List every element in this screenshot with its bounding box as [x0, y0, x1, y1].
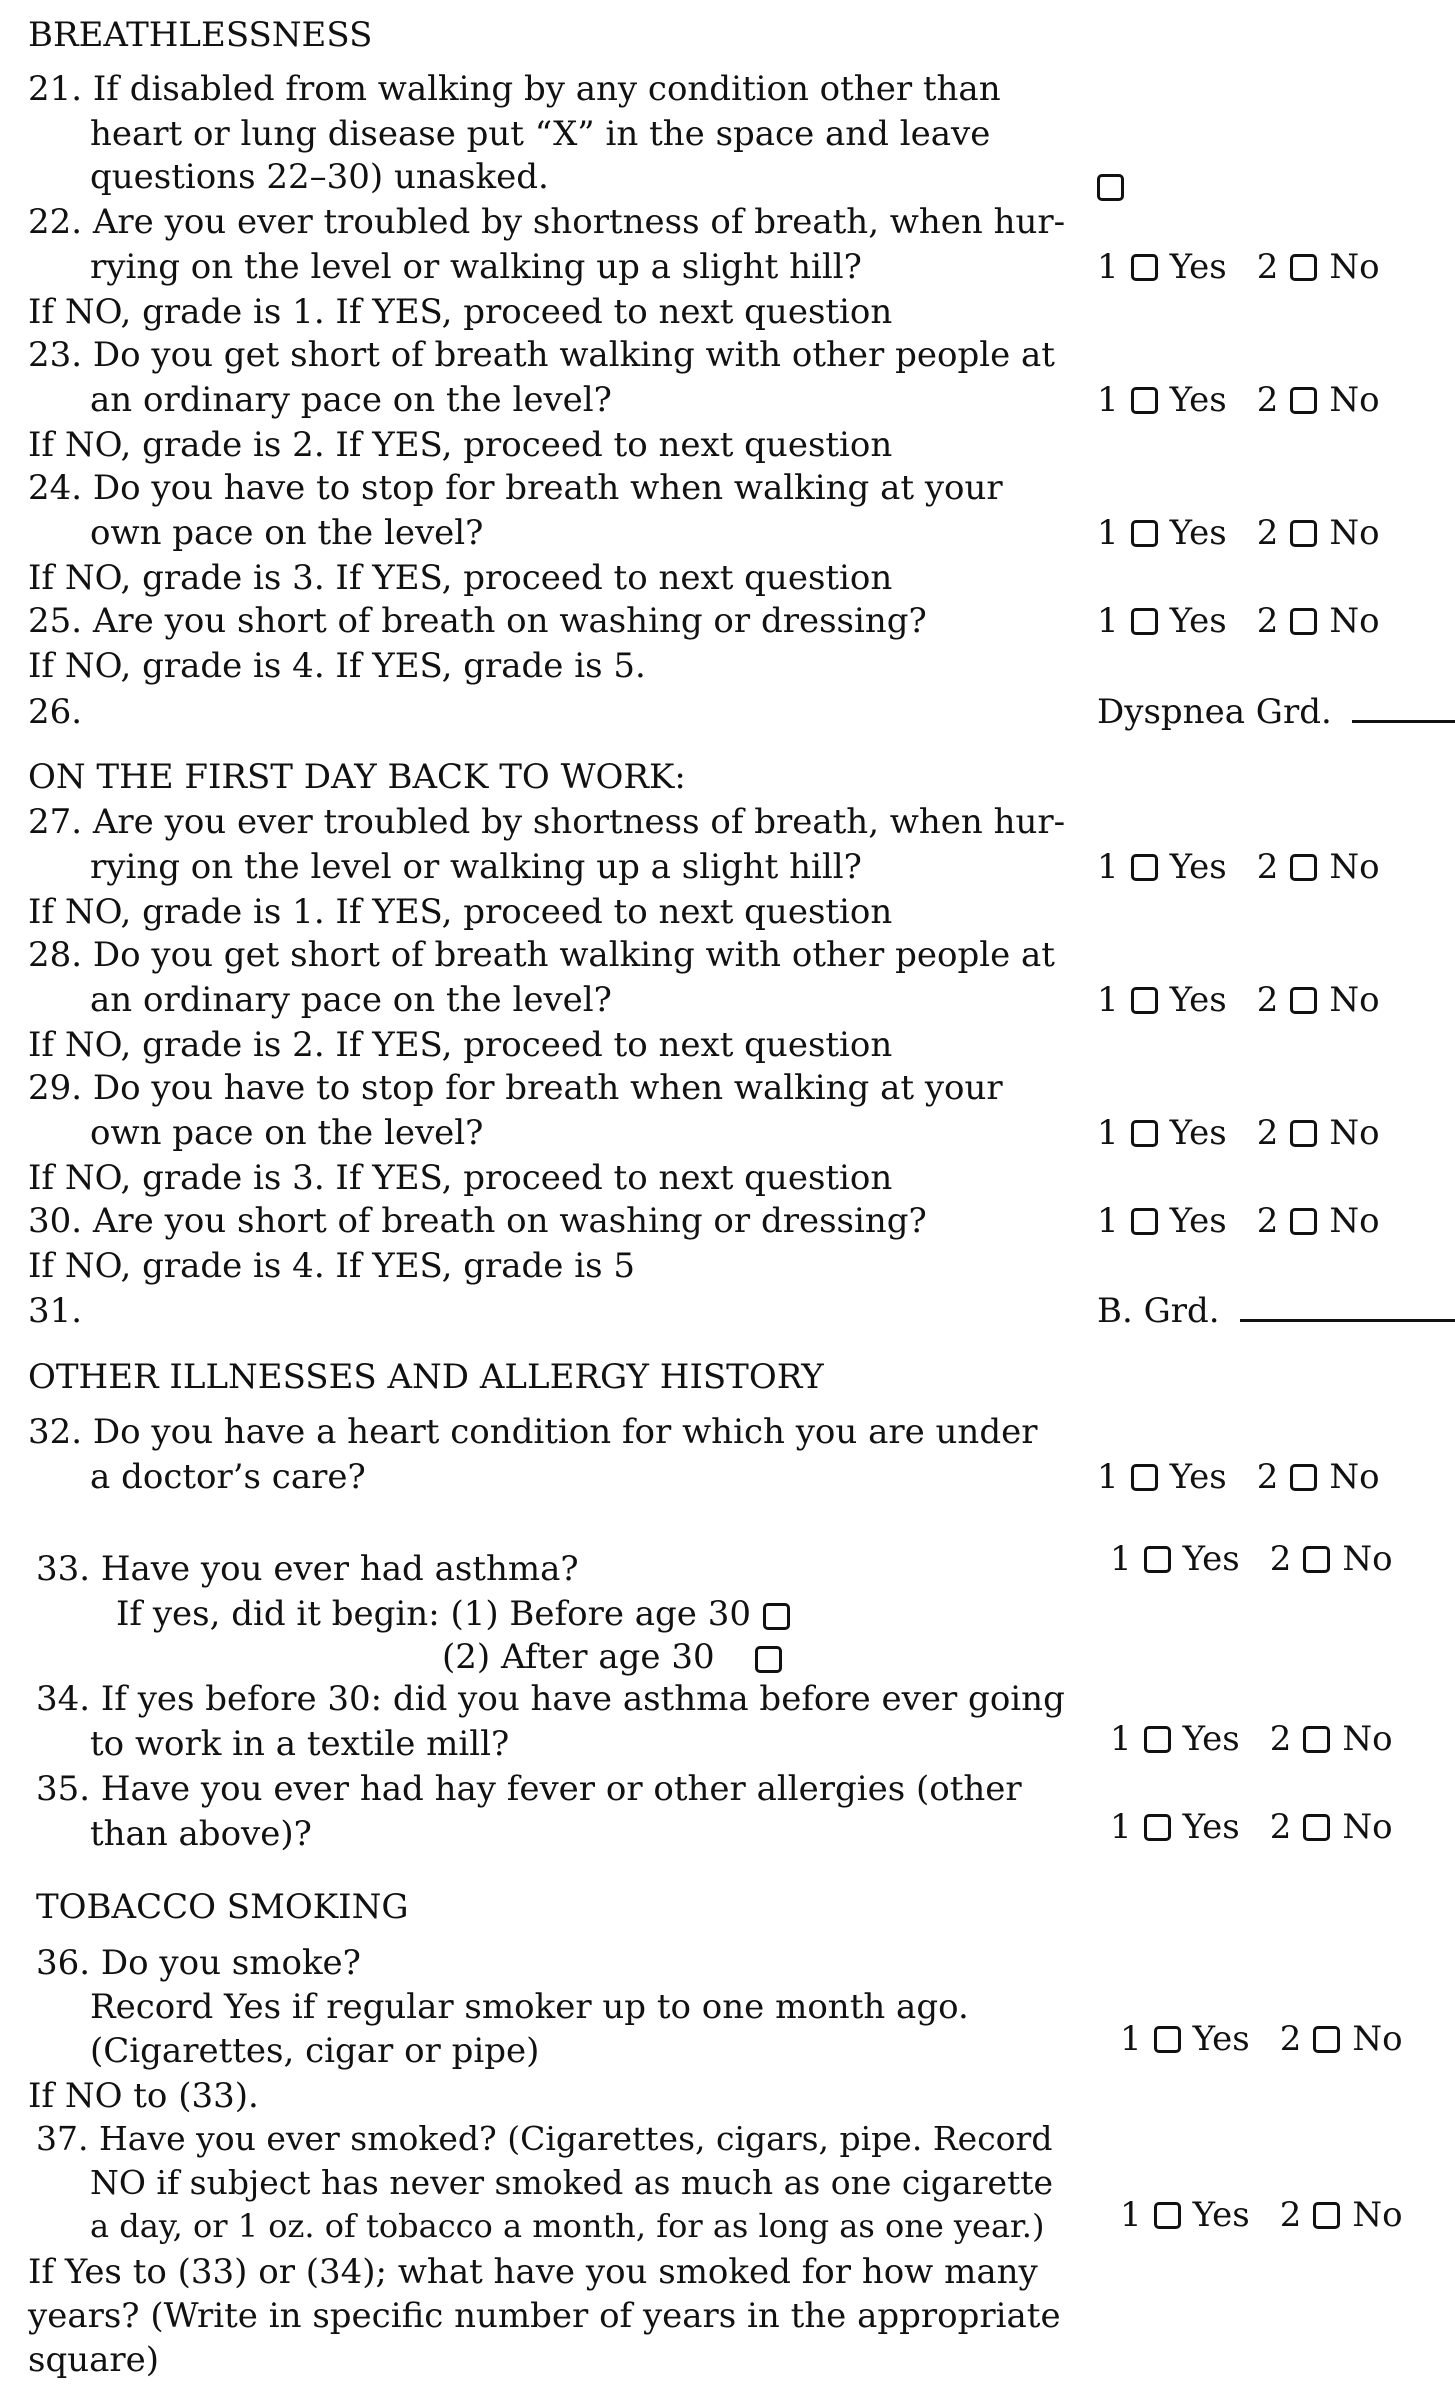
- q25-options: [1097, 601, 1380, 641]
- if-no-note: If NO to (33).: [28, 2076, 259, 2116]
- q23-options: [1097, 380, 1380, 420]
- q28-grade-rule: If NO, grade is 2. If YES, proceed to next question: [28, 1025, 893, 1065]
- q29-no-option[interactable]: 2 No: [1256, 1113, 1380, 1153]
- q24-grade-rule: If NO, grade is 3. If YES, proceed to next question: [28, 558, 893, 598]
- q35-line1: 35. Have you ever had hay fever or other allergies (other: [36, 1769, 1022, 1809]
- q30-options: [1097, 1201, 1380, 1241]
- q29-grade-rule: If NO, grade is 3. If YES, proceed to next question: [28, 1158, 893, 1198]
- q22-no-option[interactable]: 2 No: [1256, 247, 1380, 287]
- q30-grade-rule: If NO, grade is 4. If YES, grade is 5: [28, 1246, 635, 1286]
- q23-no-option[interactable]: 2 No: [1256, 380, 1380, 420]
- q27-grade-rule: If NO, grade is 1. If YES, proceed to next question: [28, 892, 893, 932]
- q33-line1: 33. Have you ever had asthma?: [36, 1549, 579, 1589]
- q24-no-option[interactable]: 2 No: [1256, 513, 1380, 553]
- q25-grade-rule: If NO, grade is 4. If YES, grade is 5.: [28, 646, 646, 686]
- q37-no-option[interactable]: 2 No: [1279, 2195, 1403, 2235]
- q31-number: 31.: [28, 1291, 83, 1331]
- q21-line1: 21. If disabled from walking by any condition other than: [28, 69, 1001, 109]
- q37-options: [1120, 2195, 1403, 2235]
- q37-line3: a day, or 1 oz. of tobacco a month, for as long as one year.): [90, 2207, 1045, 2245]
- q25-no-option[interactable]: 2 No: [1256, 601, 1380, 641]
- section-heading-first-day: ON THE FIRST DAY BACK TO WORK:: [28, 757, 686, 797]
- section-heading-other-illnesses: OTHER ILLNESSES AND ALLERGY HISTORY: [28, 1357, 824, 1397]
- q27-no-option[interactable]: 2 No: [1256, 847, 1380, 887]
- q27-yes-option[interactable]: 1 Yes: [1097, 847, 1227, 887]
- q24-line2: own pace on the level?: [90, 513, 484, 553]
- q24-line1: 24. Do you have to stop for breath when walking at your: [28, 468, 1003, 508]
- q25-line1: 25. Are you short of breath on washing or dressing?: [28, 601, 927, 641]
- q34-yes-option[interactable]: 1 Yes: [1110, 1719, 1240, 1759]
- q33-before-30[interactable]: If yes, did it begin: (1) Before age 30: [116, 1597, 802, 1631]
- q33-options: [1110, 1539, 1393, 1579]
- q23-line2: an ordinary pace on the level?: [90, 380, 612, 420]
- q36-options: [1120, 2019, 1403, 2059]
- q33-no-option[interactable]: 2 No: [1269, 1539, 1393, 1579]
- q34-line1: 34. If yes before 30: did you have asthma before ever going: [36, 1679, 1065, 1719]
- section-heading-tobacco: TOBACCO SMOKING: [36, 1887, 409, 1927]
- q27-options: [1097, 847, 1380, 887]
- q22-line1: 22. Are you ever troubled by shortness of breath, when hur-: [28, 202, 1066, 242]
- q24-options: [1097, 513, 1380, 553]
- q36-line2: Record Yes if regular smoker up to one month ago.: [90, 1987, 969, 2027]
- q26-number: 26.: [28, 692, 83, 732]
- q21-checkbox[interactable]: [1097, 168, 1124, 202]
- q23-grade-rule: If NO, grade is 2. If YES, proceed to next question: [28, 425, 893, 465]
- q27-line2: rying on the level or walking up a slight hill?: [90, 847, 862, 887]
- q37-line2: NO if subject has never smoked as much as one cigarette: [90, 2163, 1054, 2202]
- if-yes-line3: square): [28, 2340, 160, 2380]
- q29-yes-option[interactable]: 1 Yes: [1097, 1113, 1227, 1153]
- q33-after-30[interactable]: (2) After age 30: [442, 1640, 794, 1674]
- q37-yes-option[interactable]: 1 Yes: [1120, 2195, 1250, 2235]
- q32-line2: a doctor’s care?: [90, 1457, 366, 1497]
- q21-line3: questions 22–30) unasked.: [90, 157, 549, 197]
- q34-line2: to work in a textile mill?: [90, 1724, 510, 1764]
- q35-options: [1110, 1807, 1393, 1847]
- q22-grade-rule: If NO, grade is 1. If YES, proceed to next question: [28, 292, 893, 332]
- q23-line1: 23. Do you get short of breath walking with other people at: [28, 335, 1055, 375]
- q22-line2: rying on the level or walking up a slight hill?: [90, 247, 862, 287]
- q25-yes-option[interactable]: 1 Yes: [1097, 601, 1227, 641]
- q28-no-option[interactable]: 2 No: [1256, 980, 1380, 1020]
- q22-options: [1097, 247, 1380, 287]
- if-yes-line1: If Yes to (33) or (34); what have you smoked for how many: [28, 2252, 1038, 2292]
- q33-yes-option[interactable]: 1 Yes: [1110, 1539, 1240, 1579]
- q29-line2: own pace on the level?: [90, 1113, 484, 1153]
- q22-yes-option[interactable]: 1 Yes: [1097, 247, 1227, 287]
- section-heading-breathlessness: BREATHLESSNESS: [28, 15, 373, 55]
- q30-line1: 30. Are you short of breath on washing or dressing?: [28, 1201, 927, 1241]
- q28-options: [1097, 980, 1380, 1020]
- q28-yes-option[interactable]: 1 Yes: [1097, 980, 1227, 1020]
- q36-line3: (Cigarettes, cigar or pipe): [90, 2031, 540, 2071]
- q32-options: [1097, 1457, 1380, 1497]
- q30-no-option[interactable]: 2 No: [1256, 1201, 1380, 1241]
- q32-yes-option[interactable]: 1 Yes: [1097, 1457, 1227, 1497]
- q28-line2: an ordinary pace on the level?: [90, 980, 612, 1020]
- q35-no-option[interactable]: 2 No: [1269, 1807, 1393, 1847]
- b-grade-field[interactable]: B. Grd.: [1097, 1294, 1455, 1328]
- q36-line1: 36. Do you smoke?: [36, 1943, 361, 1983]
- q32-line1: 32. Do you have a heart condition for which you are under: [28, 1412, 1038, 1452]
- q34-no-option[interactable]: 2 No: [1269, 1719, 1393, 1759]
- q32-no-option[interactable]: 2 No: [1256, 1457, 1380, 1497]
- q29-options: [1097, 1113, 1380, 1153]
- q30-yes-option[interactable]: 1 Yes: [1097, 1201, 1227, 1241]
- q35-yes-option[interactable]: 1 Yes: [1110, 1807, 1240, 1847]
- q27-line1: 27. Are you ever troubled by shortness of breath, when hur-: [28, 802, 1066, 842]
- if-yes-line2: years? (Write in specific number of years in the appropriate: [28, 2296, 1061, 2336]
- q24-yes-option[interactable]: 1 Yes: [1097, 513, 1227, 553]
- q37-line1: 37. Have you ever smoked? (Cigarettes, cigars, pipe. Record: [36, 2119, 1053, 2158]
- q23-yes-option[interactable]: 1 Yes: [1097, 380, 1227, 420]
- q35-line2: than above)?: [90, 1814, 312, 1854]
- q36-yes-option[interactable]: 1 Yes: [1120, 2019, 1250, 2059]
- q36-no-option[interactable]: 2 No: [1279, 2019, 1403, 2059]
- dyspnea-grade-field[interactable]: Dyspnea Grd.: [1097, 695, 1455, 729]
- q34-options: [1110, 1719, 1393, 1759]
- q28-line1: 28. Do you get short of breath walking with other people at: [28, 935, 1055, 975]
- q21-line2: heart or lung disease put “X” in the space and leave: [90, 114, 991, 154]
- q29-line1: 29. Do you have to stop for breath when walking at your: [28, 1068, 1003, 1108]
